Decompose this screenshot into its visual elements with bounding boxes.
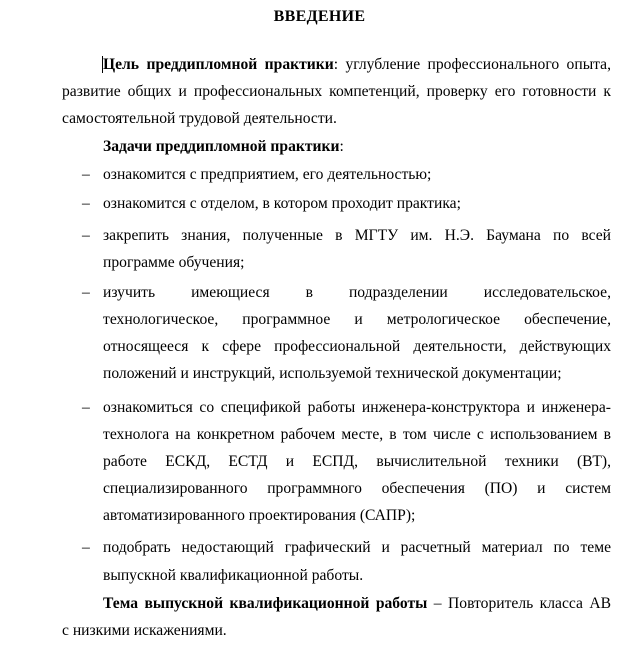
bullet-dash: – — [82, 166, 90, 183]
tasks-heading — [103, 137, 344, 157]
bullet-dash: – — [82, 539, 90, 556]
bullet-dash: – — [82, 399, 90, 416]
task-item-4-line-1: изучить имеющиеся в подразделении исследовательское, — [103, 284, 611, 301]
task-item-2-line-1: ознакомится с отделом, в котором проходит практика; — [103, 195, 461, 212]
task-item-5-line-4: специализированного программного обеспечения (ПО) и систем — [103, 480, 611, 497]
task-item-5-line-3: работе ЕСКД, ЕСТД и ЕСПД, вычислительной техники (ВТ), — [103, 453, 611, 470]
task-item-5-line-5: автоматизированного проектирования (САПР); — [103, 507, 416, 524]
task-item-5-line-2: технолога на конкретном рабочем месте, в том числе с использованием в — [103, 426, 611, 443]
task-item-1-line-1: ознакомится с предприятием, его деятельностью; — [103, 166, 432, 183]
task-item-4-line-2: технологическое, программное и метрологическое обеспечение, — [103, 311, 611, 328]
goal-line-1 — [103, 55, 611, 75]
task-item-6-line-2: выпускной квалификационной работы. — [103, 567, 364, 584]
goal-line-2: развитие общих и профессиональных компетенций, проверку его готовности к — [62, 83, 611, 100]
bullet-dash: – — [82, 195, 90, 212]
tasks-label: Задачи преддипломной практики — [103, 138, 340, 155]
bullet-dash: – — [82, 227, 90, 244]
goal-label: Цель преддипломной практики — [103, 56, 334, 73]
bullet-dash: – — [82, 284, 90, 301]
thesis-text-1: – Повторитель класса АВ — [427, 595, 612, 612]
task-item-3-line-2: программе обучения; — [103, 254, 245, 271]
task-item-5-line-1: ознакомиться со спецификой работы инженера-конструктора и инженера- — [103, 399, 611, 416]
tasks-label-suffix: : — [339, 138, 344, 155]
goal-line-3: самостоятельной трудовой деятельности. — [62, 110, 337, 127]
page-title: ВВЕДЕНИЕ — [273, 8, 366, 25]
thesis-label: Тема выпускной квалификационной работы — [103, 595, 428, 612]
task-item-4-line-3: относящееся к сфере профессиональной деятельности, действующих — [103, 338, 611, 355]
goal-text-1: : углубление профессионального опыта, — [333, 56, 611, 73]
thesis-line-2: с низкими искажениями. — [62, 622, 227, 639]
task-item-4-line-4: положений и инструкций, используемой технической документации; — [103, 365, 562, 382]
task-item-6-line-1: подобрать недостающий графический и расчетный материал по теме — [103, 539, 611, 556]
thesis-line-1 — [103, 594, 611, 614]
task-item-3-line-1: закрепить знания, полученные в МГТУ им. Н.Э. Баумана по всей — [103, 227, 611, 244]
